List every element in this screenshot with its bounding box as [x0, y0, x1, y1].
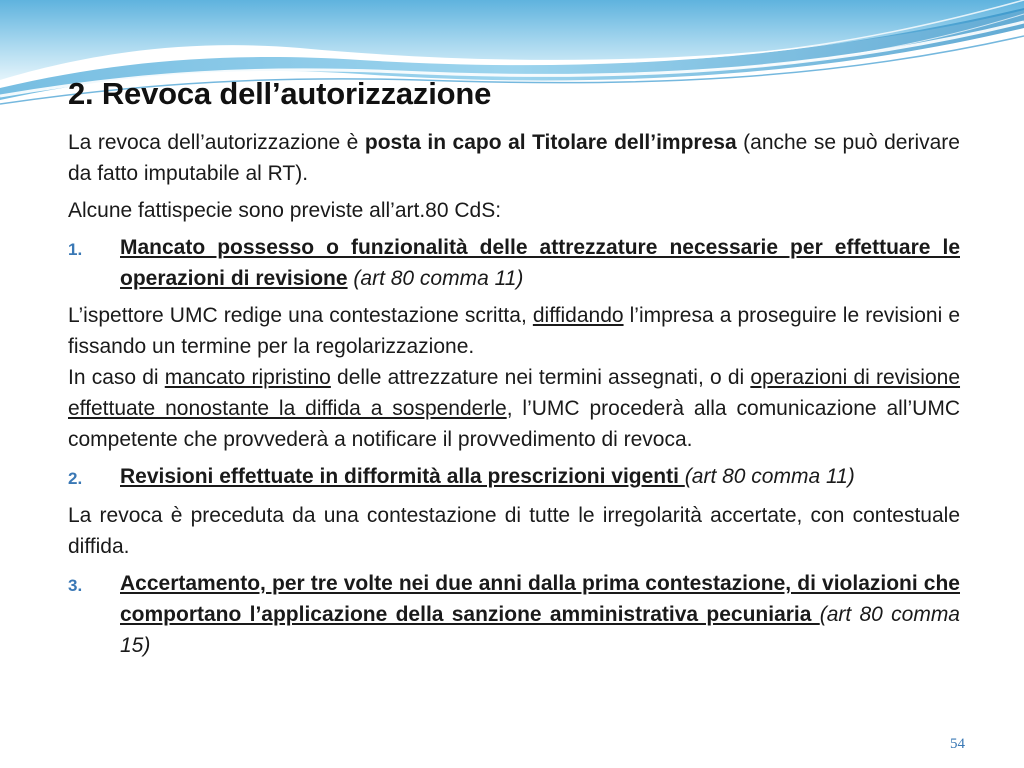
intro-text: La revoca dell’autorizzazione è [68, 131, 365, 154]
item1-p1-underlined: diffidando [532, 304, 624, 327]
list-item-1 [68, 232, 960, 294]
item2-paragraph: La revoca è preceduta da una contestazione di tutte le irregolarità accertate, con contestuale diffida. [68, 504, 960, 558]
item1-p1-text: L’ispettore UMC redige una contestazione scritta, [68, 304, 533, 327]
item1-p2-underlined-1: mancato ripristino [164, 366, 331, 389]
item1-p2-text-end: , l’UMC procederà alla comunicazione all’UMC competente che provvederà a notificare il provvedimento di revoca. [68, 397, 960, 451]
list-item-2 [68, 461, 960, 494]
list-item-3 [68, 568, 960, 661]
list-item-1-heading: Mancato possesso o funzionalità delle attrezzature necessarie per effettuare le operazioni di revisione [120, 236, 960, 290]
list-number-3: 3. [68, 576, 83, 595]
intro-paragraph [68, 127, 960, 189]
list-item-2-heading: Revisioni effettuate in difformità alla prescrizioni vigenti [120, 465, 685, 488]
page-number: 54 [950, 736, 965, 752]
item1-p2-text: In caso di [68, 366, 165, 389]
item1-paragraph-2 [68, 362, 960, 455]
intro-text-end: (anche se può derivare da fatto imputabile al RT). [68, 131, 960, 185]
item1-p1-text-end: l’impresa a proseguire le revisioni e fissando un termine per la regolarizzazione. [68, 304, 960, 358]
list-item-1-reference: (art 80 comma 11) [347, 267, 524, 290]
slide-title: 2. Revoca dell’autorizzazione [68, 76, 492, 111]
list-number-1: 1. [68, 240, 83, 259]
list-item-3-text [120, 568, 960, 661]
list-item-2-text [120, 461, 960, 492]
item1-p2-underlined-2: operazioni di revisione effettuate nonostante la diffida a sospenderle [68, 366, 961, 420]
item1-paragraph-1 [68, 300, 960, 362]
list-item-3-reference: (art 80 comma 15) [120, 603, 960, 657]
list-number-2: 2. [68, 469, 83, 488]
list-item-3-heading: Accertamento, per tre volte nei due anni dalla prima contestazione, di violazioni che comportano l’applicazione della sanzione amministrativa pecuniaria [120, 572, 960, 626]
list-item-2-reference: (art 80 comma 11) [684, 465, 855, 488]
slide-content [68, 127, 960, 667]
item1-p2-text-mid: delle attrezzature nei termini assegnati, o di [330, 366, 751, 389]
list-item-1-text [120, 232, 960, 294]
intro-bold-text: posta in capo al Titolare dell’impresa [364, 131, 737, 154]
intro-lead-paragraph: Alcune fattispecie sono previste all’art.80 CdS: [68, 199, 502, 222]
